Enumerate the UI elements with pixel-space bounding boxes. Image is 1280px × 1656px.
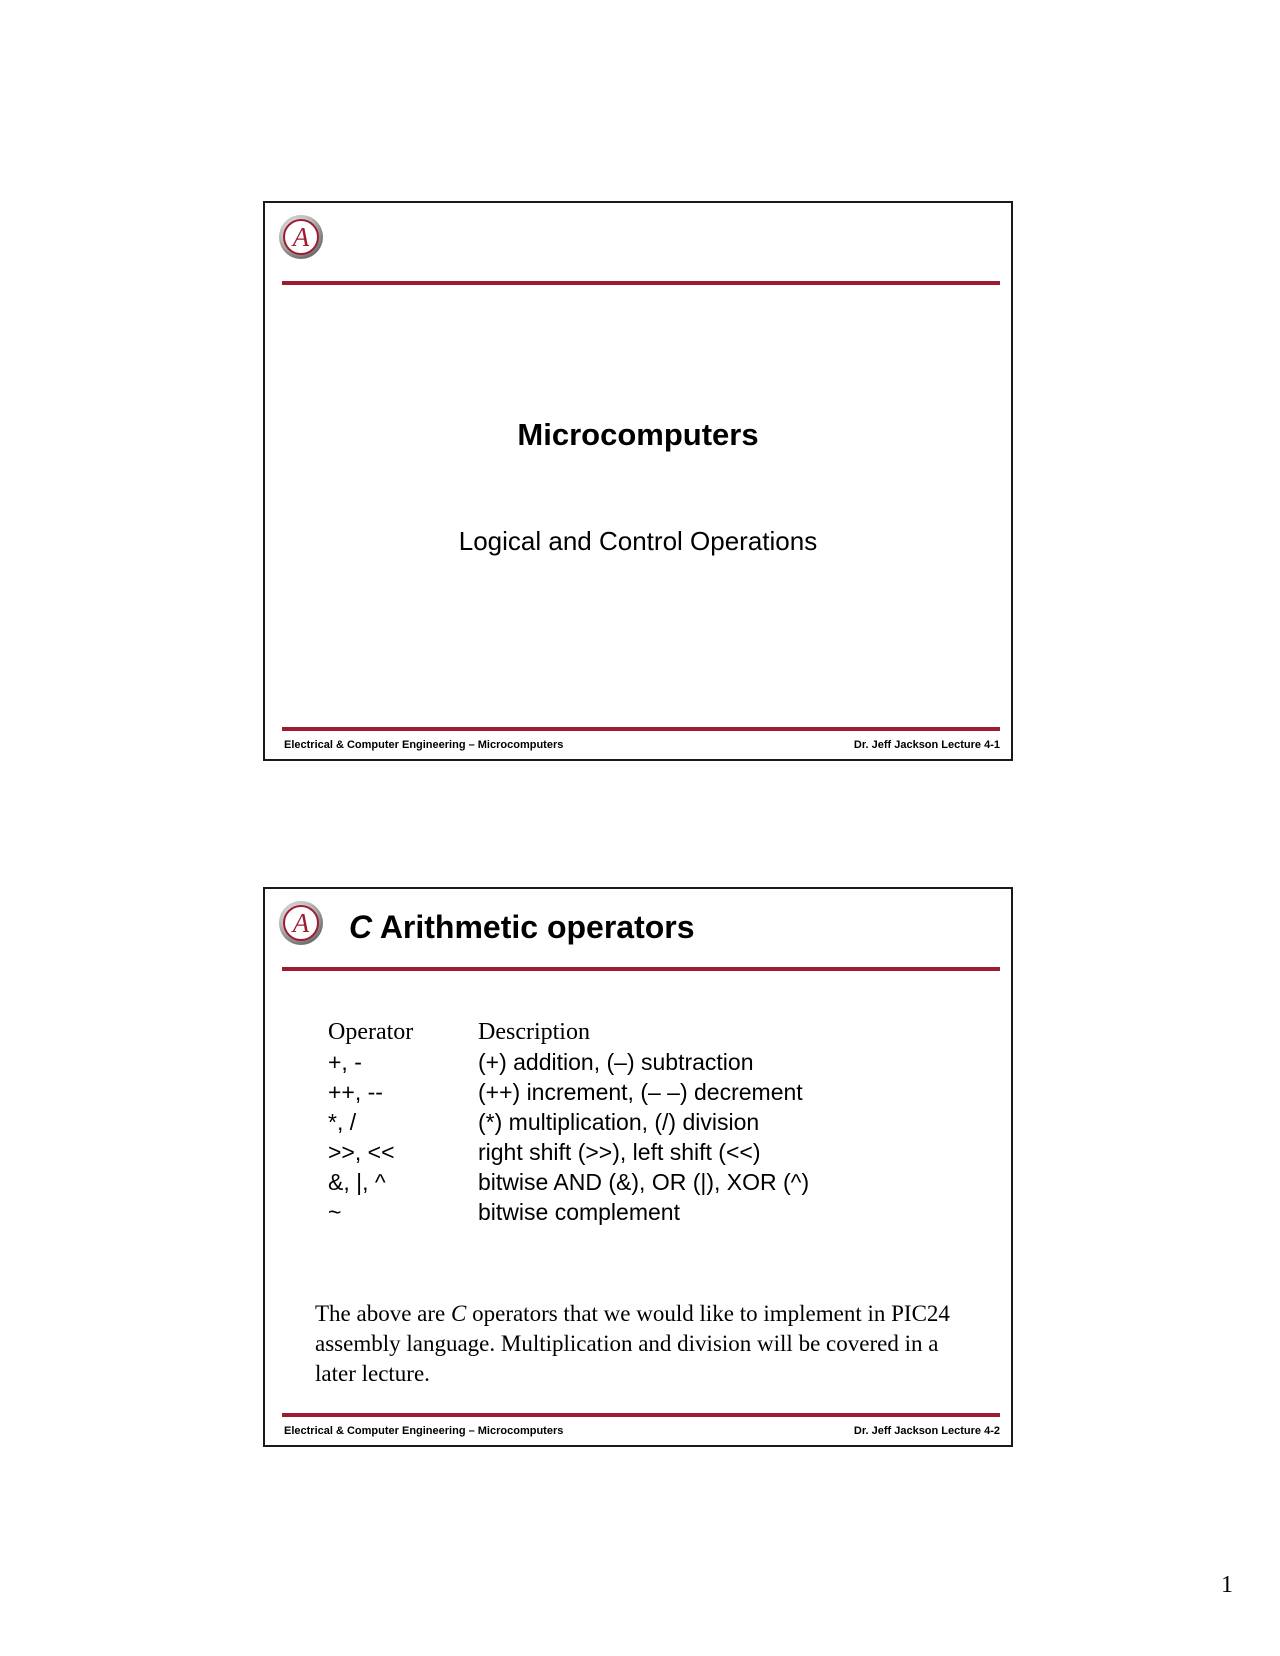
table-row (328, 1199, 809, 1229)
note-text-start: The above are (315, 1301, 452, 1326)
footer-lecture: Dr. Jeff Jackson Lecture 4-1 (853, 739, 1000, 751)
description-cell: (*) multiplication, (/) division (478, 1109, 760, 1135)
table-row (328, 1169, 809, 1199)
note-language: C (451, 1301, 467, 1326)
logo-letter: A (292, 908, 310, 938)
operator-cell: *, / (328, 1109, 357, 1135)
table-row (328, 1139, 809, 1169)
slide-heading (349, 909, 695, 946)
slide-subtitle: Logical and Control Operations (458, 526, 818, 556)
footer-course: Electrical & Computer Engineering – Microcomputers (284, 739, 564, 751)
note-text-end: operators that we would like to implement in PIC24 assembly language. Multiplication and division will be covered in a later lecture. (315, 1301, 950, 1386)
heading-text: Arithmetic operators (372, 909, 695, 945)
note-paragraph (315, 1299, 955, 1389)
footer-rule (282, 727, 1000, 731)
header-operator: Operator (328, 1019, 414, 1045)
description-cell: (++) increment, (– –) decrement (478, 1079, 803, 1105)
logo-letter: A (292, 222, 310, 252)
description-cell: bitwise complement (478, 1199, 680, 1225)
slide-2 (263, 887, 1013, 1447)
operators-table (328, 1019, 809, 1229)
slide-title: Microcomputers (517, 417, 759, 452)
slide-1 (263, 201, 1013, 761)
table-row (328, 1109, 809, 1139)
description-cell: (+) addition, (–) subtraction (478, 1049, 754, 1075)
footer-lecture: Dr. Jeff Jackson Lecture 4-2 (853, 1425, 1000, 1437)
heading-language: C (349, 909, 373, 945)
operator-cell: &, |, ^ (328, 1169, 386, 1195)
header-description: Description (478, 1019, 590, 1045)
table-header-row (328, 1019, 809, 1049)
university-logo-icon (277, 899, 325, 947)
description-cell: right shift (>>), left shift (<<) (478, 1139, 761, 1165)
operator-cell: ++, -- (328, 1079, 383, 1105)
page-number: 1 (1221, 1572, 1233, 1598)
table-row (328, 1049, 809, 1079)
footer-rule (282, 1413, 1000, 1417)
footer-course: Electrical & Computer Engineering – Microcomputers (284, 1425, 564, 1437)
header-rule (282, 967, 1000, 971)
description-cell: bitwise AND (&), OR (|), XOR (^) (478, 1169, 810, 1195)
header-rule (282, 281, 1000, 285)
operator-cell: +, - (328, 1049, 362, 1075)
operator-cell: ~ (328, 1199, 342, 1225)
table-row (328, 1079, 809, 1109)
operator-cell: >>, << (328, 1139, 395, 1165)
university-logo-icon (277, 213, 325, 261)
